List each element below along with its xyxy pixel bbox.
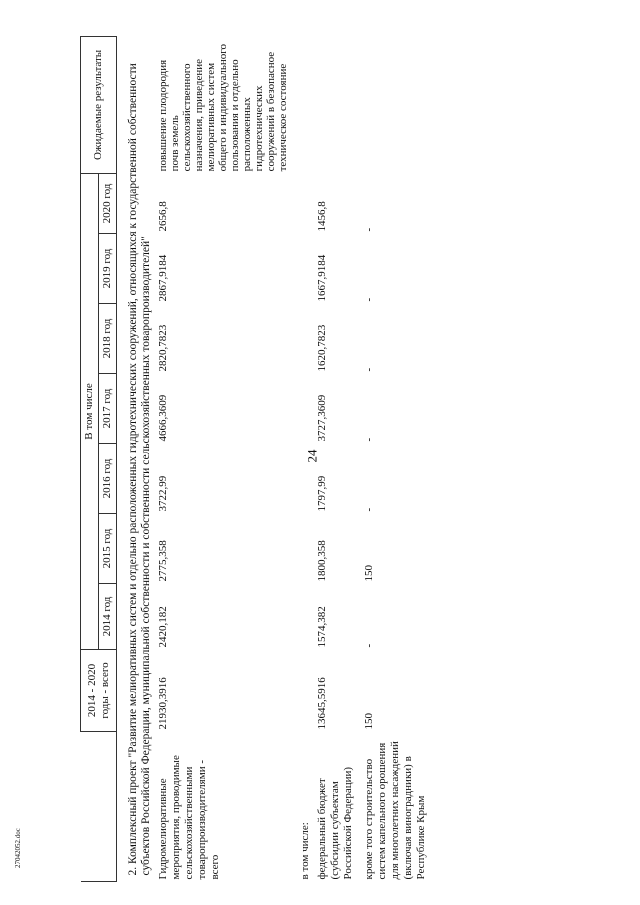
table-row <box>155 36 291 881</box>
cell-2016: - <box>363 507 375 512</box>
landscape-table-container <box>80 37 427 882</box>
page-number: 24 <box>304 449 320 463</box>
header-label-blank <box>81 732 117 882</box>
section-title: 2. Комплексный проект "Развитие мелиоративных систем и отдельно расположенных гидротехнических сооружений, относящихся к государственной собственности субъектов Российской Федерации, муниципальной собственности и собственности сельскохозяйственных товаропроизводителей" <box>127 63 152 876</box>
header-results: Ожидаемые результаты <box>81 36 117 173</box>
cell-2017: - <box>363 437 375 442</box>
row-label: кроме того строительство систем капельного орошения для многолетних насаждений (включая виноградники) в Республике Крым <box>363 741 427 880</box>
header-total: 2014 - 2020 годы - всего <box>81 650 117 732</box>
cell-2019: - <box>363 297 375 302</box>
cell-total: 150 <box>363 713 375 730</box>
cell-2016: 3722,99 <box>157 475 169 512</box>
cell-2014: 2420,182 <box>157 606 169 648</box>
cell-2020: 1456,8 <box>316 201 328 232</box>
row-label: Гидромелиоративные мероприятия, проводимые сельскохозяйственными товаропроизводителями - всего <box>157 755 221 880</box>
cell-results: повышение плодородия почв земель сельскохозяйственного назначения, приведение мелиоративных систем общего и индивидуального пользования и отдельно расположенных гидротехнических сооружений в безопасное техническое состояние <box>157 43 289 172</box>
header-year: 2017 год <box>99 374 117 444</box>
cell-2015: 1800,358 <box>316 540 328 582</box>
cell-2019: 2867,9184 <box>157 254 169 302</box>
header-year: 2020 год <box>99 173 117 233</box>
header-year: 2018 год <box>99 304 117 374</box>
cell-2020: 2656,8 <box>157 201 169 232</box>
cell-2018: - <box>363 367 375 372</box>
header-year: 2019 год <box>99 234 117 304</box>
cell-2017: 4666,3609 <box>157 394 169 442</box>
budget-table <box>80 36 430 882</box>
header-group: В том числе <box>81 173 99 649</box>
row-label: федеральный бюджет (субсидии субъектам Российской Федерации) <box>316 766 354 880</box>
cell-2014: - <box>363 643 375 648</box>
header-year: 2014 год <box>99 584 117 650</box>
cell-total: 13645,5916 <box>316 677 328 730</box>
table-row <box>314 36 357 881</box>
cell-total: 21930,3916 <box>157 677 169 730</box>
table-row <box>291 36 314 881</box>
cell-2015: 2775,358 <box>157 540 169 582</box>
cell-2014: 1574,382 <box>316 606 328 648</box>
cell-2017: 3727,3609 <box>316 394 328 442</box>
header-year: 2015 год <box>99 514 117 584</box>
table-row <box>357 36 430 881</box>
cell-2019: 1667,9184 <box>316 254 328 302</box>
cell-2016: 1797,99 <box>316 475 328 512</box>
cell-2015: 150 <box>363 565 375 582</box>
header-year: 2016 год <box>99 444 117 514</box>
footer-filename: 27042052.doc <box>14 828 22 868</box>
row-label: в том числе: <box>299 822 311 880</box>
empty-cells <box>291 36 314 731</box>
cell-2020: - <box>363 227 375 232</box>
cell-2018: 1620,7823 <box>316 324 328 372</box>
cell-results <box>357 36 430 173</box>
cell-2018: 2820,7823 <box>157 324 169 372</box>
cell-results <box>314 36 357 173</box>
